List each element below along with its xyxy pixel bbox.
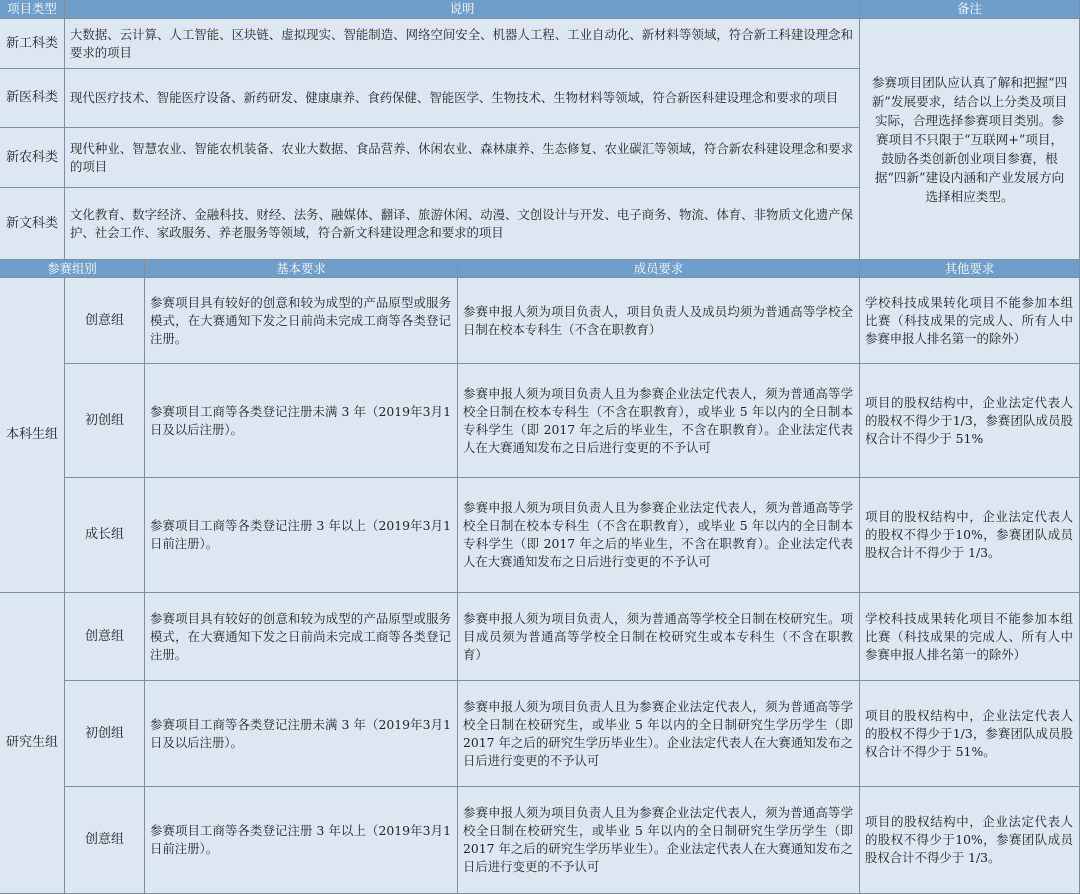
desc-new-engineering: 大数据、云计算、人工智能、区块链、虚拟现实、智能制造、网络空间安全、机器人工程、工业自动化、新材料等领域，符合新工科建设理念和要求的项目 [65, 19, 860, 69]
header-remark: 备注 [860, 0, 1080, 19]
header-project-type: 项目类型 [0, 0, 65, 19]
member-requirement: 参赛申报人须为项目负责人，须为普通高等学校全日制在校研究生。项目成员须为普通高等学校全日制在校研究生或本专科生（不含在职教育） [458, 593, 860, 681]
type-new-medical: 新医科类 [0, 69, 65, 128]
basic-requirement: 参赛项目工商等各类登记注册 3 年以上（2019年3月1日前注册）。 [145, 787, 458, 894]
member-requirement: 参赛申报人须为项目负责人且为参赛企业法定代表人，须为普通高等学校全日制在校研究生，或毕业 5 年以内的全日制研究生学历学生（即 2017 年之后的研究生学历毕业生）。企业法定代表人在大赛通知发布之日后进行变更的不予认可 [458, 787, 860, 894]
basic-requirement: 参赛项目工商等各类登记注册未满 3 年（2019年3月1日及以后注册）。 [145, 364, 458, 478]
group-undergraduate: 本科生组 [0, 278, 65, 593]
subgroup-label: 初创组 [65, 681, 145, 787]
member-requirement: 参赛申报人须为项目负责人且为参赛企业法定代表人，须为普通高等学校全日制在校本专科生（不含在职教育），或毕业 5 年以内的全日制本专科学生（即 2017 年之后的毕业生，不含在职教育）。企业法定代表人在大赛通知发布之日后进行变更的不予认可 [458, 478, 860, 593]
member-requirement: 参赛申报人须为项目负责人，项目负责人及成员均须为普通高等学校全日制在校本专科生（不含在职教育） [458, 278, 860, 364]
desc-new-medical: 现代医疗技术、智能医疗设备、新药研发、健康康养、食药保健、智能医学、生物技术、生物材料等领域，符合新医科建设理念和要求的项目 [65, 69, 860, 128]
subgroup-label: 成长组 [65, 478, 145, 593]
header-other-requirements: 其他要求 [860, 260, 1080, 278]
other-requirement: 项目的股权结构中，企业法定代表人的股权不得少于10%，参赛团队成员股权合计不得少于 1/3。 [860, 478, 1080, 593]
subgroup-label: 创意组 [65, 278, 145, 364]
header-description: 说明 [65, 0, 860, 19]
desc-new-agriculture: 现代种业、智慧农业、智能农机装备、农业大数据、食品营养、休闲农业、森林康养、生态修复、农业碳汇等领域，符合新农科建设理念和要求的项目 [65, 128, 860, 188]
subgroup-label: 创意组 [65, 787, 145, 894]
other-requirement: 学校科技成果转化项目不能参加本组比赛（科技成果的完成人、所有人中参赛申报人排名第一的除外） [860, 593, 1080, 681]
type-new-agriculture: 新农科类 [0, 128, 65, 188]
header-group: 参赛组别 [0, 260, 145, 278]
other-requirement: 项目的股权结构中，企业法定代表人的股权不得少于1/3，参赛团队成员股权合计不得少于 51%。 [860, 681, 1080, 787]
member-requirement: 参赛申报人须为项目负责人且为参赛企业法定代表人，须为普通高等学校全日制在校研究生，或毕业 5 年以内的全日制研究生学历学生（即 2017 年之后的研究生学历毕业生）。企业法定代表人在大赛通知发布之日后进行变更的不予认可 [458, 681, 860, 787]
header-basic-requirements: 基本要求 [145, 260, 458, 278]
basic-requirement: 参赛项目工商等各类登记注册 3 年以上（2019年3月1日前注册）。 [145, 478, 458, 593]
basic-requirement: 参赛项目具有较好的创意和较为成型的产品原型或服务模式，在大赛通知下发之日前尚未完成工商等各类登记注册。 [145, 278, 458, 364]
group-graduate: 研究生组 [0, 593, 65, 894]
remark-note: 参赛项目团队应认真了解和把握“四新”发展要求，结合以上分类及项目实际，合理选择参赛项目类别。参赛项目不只限于“互联网+”项目，鼓励各类创新创业项目参赛，根据“四新”建设内涵和产业发展方向选择相应类型。 [860, 19, 1080, 260]
desc-new-liberal-arts: 文化教育、数字经济、金融科技、财经、法务、融媒体、翻译、旅游休闲、动漫、文创设计与开发、电子商务、物流、体育、非物质文化遗产保护、社会工作、家政服务、养老服务等领域，符合新文科建设理念和要求的项目 [65, 188, 860, 260]
basic-requirement: 参赛项目工商等各类登记注册未满 3 年（2019年3月1日及以后注册）。 [145, 681, 458, 787]
subgroup-label: 初创组 [65, 364, 145, 478]
basic-requirement: 参赛项目具有较好的创意和较为成型的产品原型或服务模式，在大赛通知下发之日前尚未完成工商等各类登记注册。 [145, 593, 458, 681]
other-requirement: 项目的股权结构中，企业法定代表人的股权不得少于10%，参赛团队成员股权合计不得少于 1/3。 [860, 787, 1080, 894]
other-requirement: 项目的股权结构中，企业法定代表人的股权不得少于1/3，参赛团队成员股权合计不得少于 51% [860, 364, 1080, 478]
header-member-requirements: 成员要求 [458, 260, 860, 278]
subgroup-label: 创意组 [65, 593, 145, 681]
type-new-engineering: 新工科类 [0, 19, 65, 69]
member-requirement: 参赛申报人须为项目负责人且为参赛企业法定代表人，须为普通高等学校全日制在校本专科生（不含在职教育），或毕业 5 年以内的全日制本专科学生（即 2017 年之后的毕业生，不含在职教育）。企业法定代表人在大赛通知发布之日后进行变更的不予认可 [458, 364, 860, 478]
type-new-liberal-arts: 新文科类 [0, 188, 65, 260]
other-requirement: 学校科技成果转化项目不能参加本组比赛（科技成果的完成人、所有人中参赛申报人排名第一的除外） [860, 278, 1080, 364]
